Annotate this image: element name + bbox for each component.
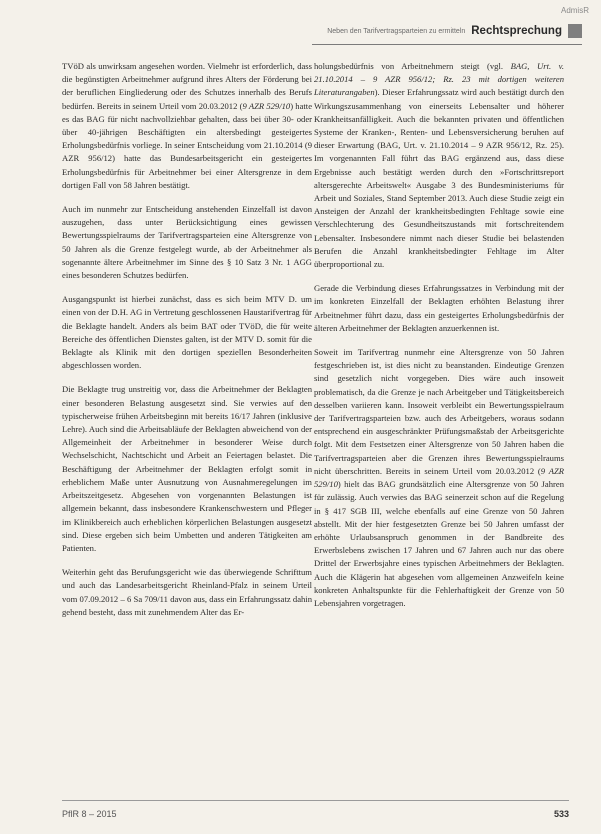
section-title: Rechtsprechung — [471, 25, 562, 37]
section-marker — [568, 24, 582, 38]
paragraph: Die Beklagte trug unstreitig vor, dass die Arbeitnehmer der Beklagten einer besonderen Belastung ausgesetzt sind. Sie verwies auf den typischerweise frühen Arbeitsbeginn mit bereits 16/17 Jahren (inklusive Lehre). Auch sind die Arbeitsabläufe der Beklagten abweichend von der Allgemeinheit der Arbeitnehmer in besonderer Weise durch Wechselschicht, Nachtschicht und Arbeit an Feiertagen belastet. Die Beschäftigung der Arbeitnehmer der Beklagten erfolgt somit in erheblichem Maße unter Ausnutzung von Ausnahmeregelungen im Arbeitszeitgesetz. Abgesehen von vorgenannten Belastungen ist allgemein bekannt, dass insbesondere Krankenschwestern und Pfleger im Klinikbereich auch erheblichen körperlichen Belastungen ausgesetzt sind. Diese ergeben sich beim Umbetten und anderen Tätigkeiten am Patienten. — [62, 384, 312, 553]
paragraph: TVöD als unwirksam angesehen worden. Vielmehr ist erforderlich, dass die begünstigten Arbeitnehmer aufgrund ihres Alters der Förderung bei der beruflichen Eingliederung oder des Schutzes innerhalb des Berufs bedürfen. Bereits in seinem Urteil vom 20.03.2012 (9 AZR 529/10) hatte es das BAG für nicht nachvollziehbar gehalten, dass bei über 30- oder über 40-jährigen Beschäftigten ein altersbedingt gesteigertes Erholungsbedürfnis vorliege. In seiner Entscheidung vom 21.10.2014 (9 AZR 956/12) hatte das Bundesarbeitsgericht ein gesteigertes Erholungsbedürfnis für Arbeitnehmer bei einer Altersgrenze in dem dortigen Fall von 58 Jahren bestätigt. — [62, 61, 313, 190]
journal-issue: PflR 8 – 2015 — [62, 809, 117, 819]
left-column — [62, 60, 312, 630]
paragraph: Weiterhin geht das Berufungsgericht wie das überwiegende Schrifttum und auch das Landesarbeitsgericht Rheinland-Pfalz in seinem Urteil vom 07.09.2012 – 6 Sa 709/11 davon aus, dass ein Erfahrungssatz dahin gehend besteht, dass mit zunehmendem Alter das Er- — [62, 567, 312, 617]
page-footer — [62, 800, 569, 819]
running-head-subtitle: Neben den Tarifvertragsparteien zu ermitteln — [327, 27, 466, 35]
page-number: 533 — [553, 809, 569, 819]
paragraph: Ausgangspunkt ist hierbei zunächst, dass es sich beim MTV D. um einen von der D.H. AG in Vertretung geschlossenen Haustarifvertrag für die Beklagte handelt. Anders als beim BAT oder TVöD, die für weite Bereiche des öffentlichen Dienstes galten, ist der MTV D. somit für die Beklagte als Klinik mit den dortigen speziellen Besonderheiten abgeschlossen worden. — [62, 294, 312, 371]
paragraph: Auch im nunmehr zur Entscheidung anstehenden Einzelfall ist davon auszugehen, dass unter Berücksichtigung eines gewissen Bewertungsspielraums der Tarifvertragsparteien eine Altersgrenze von 50 Jahren als die Grenze festgelegt wurde, ab der Arbeitnehmer als sogenannte ältere Arbeitnehmer im Sinne des § 10 Satz 3 Nr. 1 AGG eines besonderen Schutzes bedürfen. — [62, 204, 312, 281]
running-head — [312, 18, 582, 45]
corner-mark: AdmisR — [560, 6, 589, 15]
paragraph: holungsbedürfnis von Arbeitnehmern steigt (vgl. BAG, Urt. v. 21.10.2014 – 9 AZR 956/12; Rz. 23 mit dortigen weiteren Literaturangaben). Dieser Erfahrungssatz wird auch bestätigt durch den Wirkungszusammenhang von einerseits Lebensalter und höherer Krankheitsanfälligkeit. Auch die bekannten privaten und öffentlichen Systeme der Kranken-, Renten- und Lebensversicherung beruhen auf dieser Erwartung (BAG, Urt. v. 21.10.2014 – 9 AZR 956/12, Rz. 25). Im vorgenannten Fall führt das BAG ergänzend aus, dass diese Ergebnisse auch bestätigt werden durch den »Fortschrittsreport altersgerechte Arbeitswelt« Ausgabe 3 des Bundesministeriums für Arbeit und Soziales, Stand September 2013. Auch diese Studie zeigt ein Ansteigen der Anzahl der krankheitsbedingten Fehltage sowie eine Verschlechterung des Gesundheitszustands mit fortschreitendem Lebensalter. Insbesondere nimmt nach dieser Studie bei belastenden Berufen die Anzahl krankheitsbedingter Fehltage im Alter überproportional zu. — [314, 61, 565, 270]
paragraph: Soweit im Tarifvertrag nunmehr eine Altersgrenze von 50 Jahren festgeschrieben ist, ist dies nicht zu beanstanden. Eindeutige Grenzen sind gesetzlich nicht vorgegeben. Dies wäre auch insoweit problematisch, da die Grenze je nach Arbeitgeber und Tätigkeitsbereich desselben variieren kann. Insoweit verbleibt ein Bewertungsspielraum der Tarifvertragsparteien bzw. auch des Arbeitgebers, woraus sodann entsprechend ein ausgeschränkter Prüfungsmaßstab der Arbeitsgerichte folgt. Mit dem Festsetzen einer Altersgrenze von 50 Jahren haben die Tarifvertragsparteien aber die Grenzen ihres Bewertungsspielraums nicht überschritten. Bereits in seinem Urteil vom 20.03.2012 (9 AZR 529/10) hielt das BAG grundsätzlich eine Altersgrenze von 50 Jahren für zulässig. Auch verwies das BAG seinerzeit schon auf die Regelung in § 417 SGB III, welche ebenfalls auf eine Grenze von 50 Jahren abstellt. Mit der hier festgesetzten Grenze bei 50 Jahren umfasst der erhöhte Urlaubsanspruch genommen in der Bandbreite des Erwerbslebens zwischen 17 Jahren und 67 Jahren auch nur das obere Drittel der Erwerbsjahre eines typischen Arbeitnehmers der Beklagten. Auch die Klägerin hat abgesehen vom allgemeinen Anzweifeln keine konkreten Anhaltspunkte für die Fehlerhaftigkeit der Grenze von 50 Lebensjahren vorgetragen. — [314, 347, 564, 608]
right-column — [314, 60, 564, 621]
paragraph: Gerade die Verbindung dieses Erfahrungssatzes in Verbindung mit der im konkreten Einzelfall der Beklagten erhöhten Belastung ihrer Arbeitnehmer führt dazu, dass ein gesteigertes Erholungsbedürfnis der älteren Arbeitnehmer der Beklagten anzuerkennen ist. — [314, 283, 564, 333]
